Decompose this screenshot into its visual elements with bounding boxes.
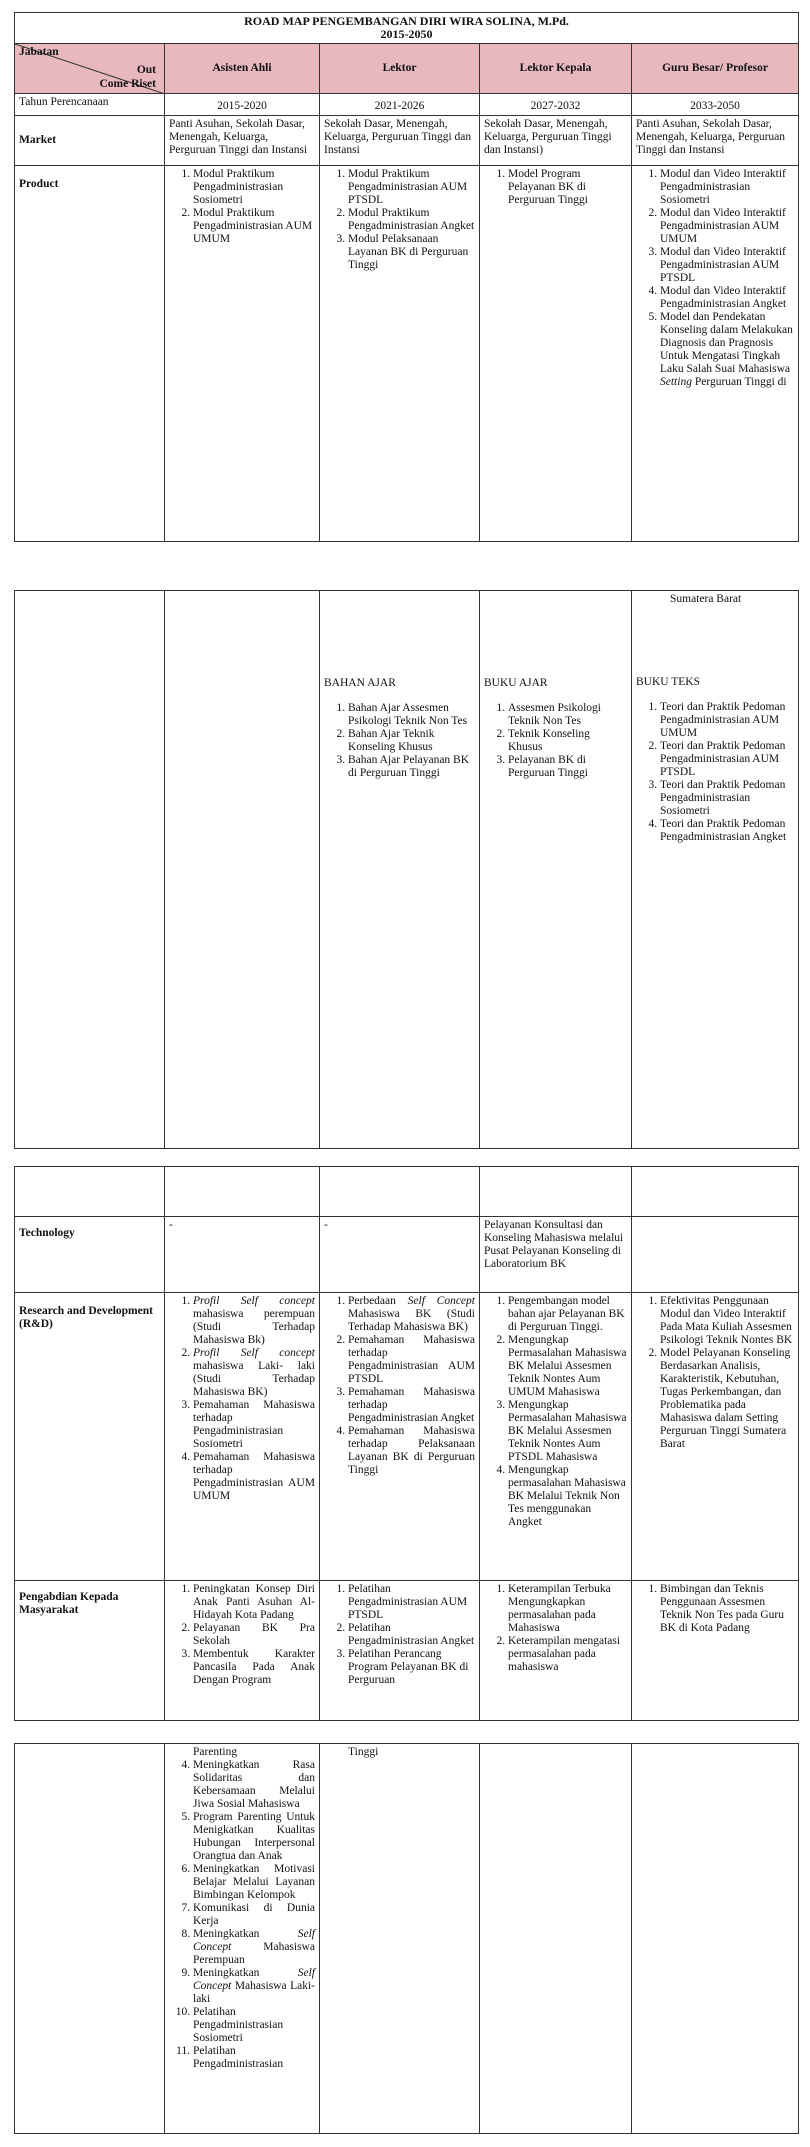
- list-item: 3. Pelatihan Perancang Program Pelayanan BK di Perguruan: [348, 1648, 475, 1687]
- list-item-emphasis: Setting: [660, 376, 692, 388]
- list-item: 2. Pemahaman Mahasiswa terhadap Pengadministrasian AUM PTSDL: [348, 1334, 475, 1386]
- tahun-value: 2015-2020: [165, 94, 320, 116]
- product-asisten-ahli: [165, 166, 320, 542]
- list-item: [193, 1928, 315, 1967]
- list-item: 4. Teori dan Praktik Pedoman Pengadministrasian Angket: [660, 818, 794, 844]
- page-2: [14, 590, 798, 1149]
- list-item: 1. Modul dan Video Interaktif Pengadministrasian Sosiometri: [660, 168, 794, 207]
- list-item: 3. Pelayanan BK di Perguruan Tinggi: [508, 754, 627, 780]
- list-item: [348, 1295, 475, 1334]
- header-guru-besar: Guru Besar/ Profesor: [632, 44, 799, 94]
- header-lektor-kepala: Lektor Kepala: [480, 44, 632, 94]
- list-item: 1. Teori dan Praktik Pedoman Pengadministrasian AUM UMUM: [660, 701, 794, 740]
- technology-value: [632, 1217, 799, 1293]
- list-item: 3. Pemahaman Mahasiswa terhadap Pengadministrasian Angket: [348, 1386, 475, 1425]
- list-item-text: mahasiswa Laki- laki (Studi Terhadap Mahasiswa BK): [193, 1360, 315, 1398]
- empty-cell: [165, 1167, 320, 1217]
- pengabdian-lektor-kepala: [480, 1581, 632, 1721]
- list-item: 1. Efektivitas Penggunaan Modul dan Video Interaktif Pada Mata Kuliah Assesmen Psikologi Teknik Nontes BK: [660, 1295, 794, 1347]
- header-lektor: Lektor: [320, 44, 480, 94]
- list-item: 2. Teknik Konseling Khusus: [508, 728, 627, 754]
- list-item: 1. Modul Praktikum Pengadministrasian Sosiometri: [193, 168, 315, 207]
- market-value: Sekolah Dasar, Menengah, Keluarga, Perguruan Tinggi dan Instansi): [480, 116, 632, 166]
- list-item: 11. Pelatihan Pengadministrasian: [193, 2045, 315, 2071]
- list-item-text: Perbedaan: [348, 1295, 408, 1307]
- buku-ajar-title: BUKU AJAR: [484, 677, 548, 689]
- tahun-label: Tahun Perencanaan: [15, 94, 165, 116]
- product-continuation: Sumatera Barat: [670, 593, 742, 605]
- empty-cell: [165, 591, 320, 1149]
- technology-value: -: [320, 1217, 480, 1293]
- list-item-emphasis: Profil Self concept: [193, 1295, 315, 1307]
- list-item: 7. Komunikasi di Dunia Kerja: [193, 1902, 315, 1928]
- market-value: Panti Asuhan, Sekolah Dasar, Menengah, Keluarga, Perguruan Tinggi dan Instansi: [632, 116, 799, 166]
- list-item-emphasis: Self Concept: [407, 1295, 475, 1307]
- list-item: 1. Modul Praktikum Pengadministrasian AUM PTSDL: [348, 168, 475, 207]
- list-item-text: Mahasiswa Perempuan: [193, 1941, 315, 1966]
- list-item-text: Mahasiswa Laki-laki: [193, 1980, 315, 2005]
- list-item: 2. Modul dan Video Interaktif Pengadministrasian AUM UMUM: [660, 207, 794, 246]
- rnd-guru-besar: [632, 1293, 799, 1581]
- list-item: 2. Modul Praktikum Pengadministrasian AUM UMUM: [193, 207, 315, 246]
- list-item: 5. Program Parenting Untuk Menigkatkan Kualitas Hubungan Interpersonal Orangtua dan Anak: [193, 1811, 315, 1863]
- list-item: 4. Pemahaman Mahasiswa terhadap Pelaksanaan Layanan BK di Perguruan Tinggi: [348, 1425, 475, 1477]
- list-item: 1. Bahan Ajar Assesmen Psikologi Teknik Non Tes: [348, 702, 475, 728]
- product-guru-besar: [632, 166, 799, 542]
- list-item: 2. Modul Praktikum Pengadministrasian Angket: [348, 207, 475, 233]
- pengabdian-asisten-ahli: [165, 1581, 320, 1721]
- list-item: 3. Bahan Ajar Pelayanan BK di Perguruan Tinggi: [348, 754, 475, 780]
- roadmap-table-part-2: [14, 590, 799, 1149]
- roadmap-table-part-3: [14, 1166, 799, 1721]
- list-item-text: Mahasiswa BK (Studi Terhadap Mahasiswa BK): [348, 1308, 475, 1333]
- tahun-value: 2021-2026: [320, 94, 480, 116]
- list-item: 2. Teori dan Praktik Pedoman Pengadministrasian AUM PTSDL: [660, 740, 794, 779]
- list-item: [660, 311, 794, 389]
- pengabdian-continuation-asisten-ahli: [165, 1744, 320, 2134]
- list-item: 2. Mengungkap Permasalahan Mahasiswa BK Melalui Assesmen Teknik Nontes Aum UMUM Mahasiswa: [508, 1334, 627, 1399]
- list-item: 3. Mengungkap Permasalahan Mahasiswa BK Melalui Assesmen Teknik Nontes Aum PTSDL Mahasiswa: [508, 1399, 627, 1464]
- list-item: 2. Pelayanan BK Pra Sekolah: [193, 1622, 315, 1648]
- list-item-emphasis: Self Concept: [193, 1928, 315, 1953]
- technology-label: Technology: [15, 1217, 165, 1293]
- list-item: 2. Pelatihan Pengadministrasian Angket: [348, 1622, 475, 1648]
- list-item: 3. Membentuk Karakter Pancasila Pada Anak Dengan Program: [193, 1648, 315, 1687]
- roadmap-table-part-1: [14, 12, 799, 542]
- empty-cell: [15, 1167, 165, 1217]
- list-item: 1. Model Program Pelayanan BK di Perguruan Tinggi: [508, 168, 627, 207]
- page-1: [14, 12, 798, 542]
- list-item: 4. Pemahaman Mahasiswa terhadap Pengadministrasian AUM UMUM: [193, 1451, 315, 1503]
- list-item: 2. Keterampilan mengatasi permasalahan pada mahasiswa: [508, 1635, 627, 1674]
- list-item: 10. Pelatihan Pengadministrasian Sosiometri: [193, 2006, 315, 2045]
- buku-teks-cell: [632, 591, 799, 1149]
- list-item: [193, 1347, 315, 1399]
- list-item: 1. Pengembangan model bahan ajar Pelayanan BK di Perguruan Tinggi.: [508, 1295, 627, 1334]
- empty-cell: [320, 1167, 480, 1217]
- market-value: Sekolah Dasar, Menengah, Keluarga, Perguruan Tinggi dan Instansi: [320, 116, 480, 166]
- list-item: 4. Modul dan Video Interaktif Pengadministrasian Angket: [660, 285, 794, 311]
- market-label: Market: [15, 116, 165, 166]
- rnd-asisten-ahli: [165, 1293, 320, 1581]
- list-item-text: Meningkatkan: [193, 1967, 298, 1979]
- roadmap-table-part-4: [14, 1743, 799, 2134]
- title-line-1: ROAD MAP PENGEMBANGAN DIRI WIRA SOLINA, M.Pd.: [244, 14, 569, 28]
- header-out: Out: [136, 64, 156, 76]
- pengabdian-label: Pengabdian Kepada Masyarakat: [15, 1581, 165, 1721]
- empty-cell: [15, 591, 165, 1149]
- rnd-lektor-kepala: [480, 1293, 632, 1581]
- empty-cell: [480, 1167, 632, 1217]
- list-item: 1. Assesmen Psikologi Teknik Non Tes: [508, 702, 627, 728]
- bahan-ajar-title: BAHAN AJAR: [324, 677, 396, 689]
- list-item: 1. Pelatihan Pengadministrasian AUM PTSDL: [348, 1583, 475, 1622]
- list-item: 1. Bimbingan dan Teknis Penggunaan Assesmen Teknik Non Tes pada Guru BK di Kota Padang: [660, 1583, 794, 1635]
- list-item: 6. Meningkatkan Motivasi Belajar Melalui Layanan Bimbingan Kelompok: [193, 1863, 315, 1902]
- list-item-text: Meningkatkan: [193, 1928, 298, 1940]
- empty-cell: [632, 1167, 799, 1217]
- list-item-emphasis: Profil Self concept: [193, 1347, 315, 1359]
- technology-value: Pelayanan Konsultasi dan Konseling Mahasiswa melalui Pusat Pelayanan Konseling di Laboratorium BK: [480, 1217, 632, 1293]
- list-item: 3. Modul Pelaksanaan Layanan BK di Perguruan Tinggi: [348, 233, 475, 272]
- list-item: 4. Meningkatkan Rasa Solidaritas dan Kebersamaan Melalui Jiwa Sosial Mahasiswa: [193, 1759, 315, 1811]
- list-item: 3. Modul dan Video Interaktif Pengadministrasian AUM PTSDL: [660, 246, 794, 285]
- empty-cell: [480, 1744, 632, 2134]
- empty-cell: [15, 1744, 165, 2134]
- product-lektor-kepala: [480, 166, 632, 542]
- buku-teks-title: BUKU TEKS: [636, 676, 701, 688]
- product-label: Product: [15, 166, 165, 542]
- list-item: [193, 1295, 315, 1347]
- buku-ajar-cell: [480, 591, 632, 1149]
- header-jabatan: Jabatan: [19, 46, 59, 58]
- list-item: 1. Peningkatan Konsep Diri Anak Panti Asuhan Al-Hidayah Kota Padang: [193, 1583, 315, 1622]
- document-title: [15, 13, 799, 44]
- list-item: 3. Pemahaman Mahasiswa terhadap Pengadministrasian Sosiometri: [193, 1399, 315, 1451]
- technology-value: -: [165, 1217, 320, 1293]
- header-asisten-ahli: Asisten Ahli: [165, 44, 320, 94]
- pengabdian-guru-besar: [632, 1581, 799, 1721]
- title-line-2: 2015-2050: [380, 27, 433, 41]
- empty-cell: [632, 1744, 799, 2134]
- list-item: [193, 1967, 315, 2006]
- list-item-text: Perguruan Tinggi di: [691, 376, 787, 388]
- continuation-text: Parenting: [193, 1746, 238, 1758]
- tahun-value: 2027-2032: [480, 94, 632, 116]
- list-item: 4. Mengungkap permasalahan Mahasiswa BK Melalui Teknik Non Tes menggunakan Angket: [508, 1464, 627, 1529]
- page-4: [14, 1743, 798, 2134]
- list-item-emphasis: Self Concept: [193, 1967, 315, 1992]
- header-corner-cell: [15, 44, 165, 94]
- list-item-text: Model dan Pendekatan Konseling dalam Melakukan Diagnosis dan Pragnosis Untuk Mengatasi Tingkah Laku Salah Suai Mahasiswa: [660, 311, 793, 375]
- product-lektor: [320, 166, 480, 542]
- list-item-text: mahasiswa perempuan (Studi Terhadap Mahasiswa Bk): [193, 1308, 315, 1346]
- tahun-value: 2033-2050: [632, 94, 799, 116]
- list-item: 3. Teori dan Praktik Pedoman Pengadministrasian Sosiometri: [660, 779, 794, 818]
- market-value: Panti Asuhan, Sekolah Dasar, Menengah, Keluarga, Perguruan Tinggi dan Instansi: [165, 116, 320, 166]
- rnd-label: Research and Development (R&D): [15, 1293, 165, 1581]
- list-item: 2. Model Pelayanan Konseling Berdasarkan Analisis, Karakteristik, Kebutuhan, Tugas Perkembangan, dan Problematika pada Mahasiswa dalam Setting Perguruan Tinggi Sumatera Barat: [660, 1347, 794, 1451]
- pengabdian-continuation-lektor: [320, 1744, 480, 2134]
- pengabdian-lektor: [320, 1581, 480, 1721]
- bahan-ajar-cell: [320, 591, 480, 1149]
- list-item: 1. Keterampilan Terbuka Mengungkapkan permasalahan pada Mahasiswa: [508, 1583, 627, 1635]
- page-3: [14, 1166, 798, 1721]
- continuation-text: Tinggi: [348, 1746, 379, 1758]
- list-item: 2. Bahan Ajar Teknik Konseling Khusus: [348, 728, 475, 754]
- header-come-riset: Come Riset: [99, 78, 156, 90]
- rnd-lektor: [320, 1293, 480, 1581]
